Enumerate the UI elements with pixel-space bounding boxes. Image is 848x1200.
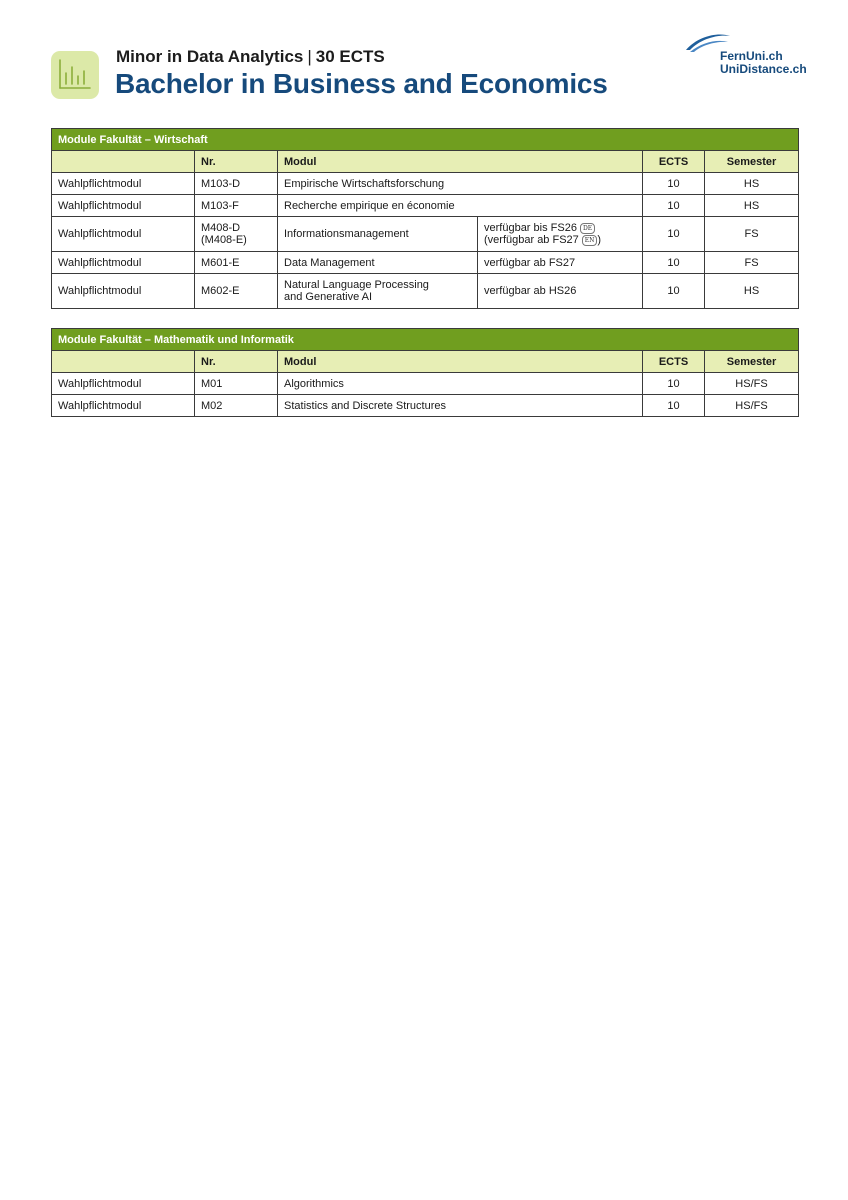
cell-note: verfügbar ab FS27 bbox=[478, 252, 643, 274]
section-title: Module Fakultät – Wirtschaft bbox=[52, 129, 799, 151]
table-row bbox=[52, 252, 799, 274]
brand-name-unidistance: UniDistance.ch bbox=[720, 62, 807, 76]
brand-logo bbox=[684, 30, 807, 76]
col-modul: Modul bbox=[278, 151, 643, 173]
cell-modul bbox=[278, 274, 478, 309]
cell-ects: 10 bbox=[643, 274, 705, 309]
cell-ects: 10 bbox=[643, 173, 705, 195]
cell-ects: 10 bbox=[643, 195, 705, 217]
table-row bbox=[52, 395, 799, 417]
section-header bbox=[52, 129, 799, 151]
language-tag-en: EN bbox=[582, 235, 598, 246]
cell-nr bbox=[195, 217, 278, 252]
page-title: Bachelor in Business and Economics bbox=[115, 68, 608, 99]
cell-ects: 10 bbox=[643, 252, 705, 274]
cell-modul: Data Management bbox=[278, 252, 478, 274]
table-row bbox=[52, 195, 799, 217]
note-text: verfügbar bis FS26 bbox=[484, 222, 577, 234]
cell-nr: M103-D bbox=[195, 173, 278, 195]
cell-nr: M02 bbox=[195, 395, 278, 417]
language-tag-de: DE bbox=[580, 223, 595, 234]
cell-type: Wahlpflichtmodul bbox=[52, 373, 195, 395]
col-nr: Nr. bbox=[195, 351, 278, 373]
cell-semester: HS/FS bbox=[705, 373, 799, 395]
cell-type: Wahlpflichtmodul bbox=[52, 274, 195, 309]
program-credits: 30 ECTS bbox=[315, 47, 385, 66]
cell-ects: 10 bbox=[643, 373, 705, 395]
section-title: Module Fakultät – Mathematik und Informatik bbox=[52, 329, 799, 351]
cell-nr: M01 bbox=[195, 373, 278, 395]
col-semester: Semester bbox=[705, 351, 799, 373]
section-header bbox=[52, 329, 799, 351]
cell-nr: M601-E bbox=[195, 252, 278, 274]
col-type bbox=[52, 351, 195, 373]
note-text-2: (verfügbar ab FS27 bbox=[484, 234, 579, 246]
cell-semester: HS bbox=[705, 274, 799, 309]
col-type bbox=[52, 151, 195, 173]
subtitle-separator: | bbox=[307, 47, 312, 66]
cell-modul: Statistics and Discrete Structures bbox=[278, 395, 643, 417]
cell-nr: M103-F bbox=[195, 195, 278, 217]
cell-semester: FS bbox=[705, 217, 799, 252]
cell-note bbox=[478, 217, 643, 252]
cell-nr-secondary: (M408-E) bbox=[201, 234, 247, 246]
table-row bbox=[52, 274, 799, 309]
module-table-mathematik-informatik bbox=[51, 328, 799, 417]
col-ects: ECTS bbox=[643, 151, 705, 173]
table-row bbox=[52, 373, 799, 395]
col-semester: Semester bbox=[705, 151, 799, 173]
cell-ects: 10 bbox=[643, 217, 705, 252]
module-table-wirtschaft bbox=[51, 128, 799, 309]
cell-semester: HS bbox=[705, 195, 799, 217]
cell-type: Wahlpflichtmodul bbox=[52, 252, 195, 274]
cell-modul: Recherche empirique en économie bbox=[278, 195, 643, 217]
cell-semester: HS/FS bbox=[705, 395, 799, 417]
column-header-row bbox=[52, 351, 799, 373]
brand-name-fernuni: FernUni.ch bbox=[720, 49, 783, 63]
cell-type: Wahlpflichtmodul bbox=[52, 173, 195, 195]
cell-type: Wahlpflichtmodul bbox=[52, 195, 195, 217]
bar-chart-icon bbox=[51, 51, 99, 99]
col-ects: ECTS bbox=[643, 351, 705, 373]
cell-note: verfügbar ab HS26 bbox=[478, 274, 643, 309]
cell-semester: HS bbox=[705, 173, 799, 195]
note-close: ) bbox=[597, 234, 602, 246]
column-header-row bbox=[52, 151, 799, 173]
cell-modul: Algorithmics bbox=[278, 373, 643, 395]
cell-ects: 10 bbox=[643, 395, 705, 417]
table-row bbox=[52, 173, 799, 195]
program-name: Minor in Data Analytics bbox=[116, 47, 304, 66]
cell-type: Wahlpflichtmodul bbox=[52, 395, 195, 417]
cell-nr-primary: M408-D bbox=[201, 222, 241, 234]
cell-modul: Informationsmanagement bbox=[278, 217, 478, 252]
col-nr: Nr. bbox=[195, 151, 278, 173]
cell-modul: Empirische Wirtschaftsforschung bbox=[278, 173, 643, 195]
program-subtitle bbox=[116, 47, 385, 67]
table-row bbox=[52, 217, 799, 252]
cell-nr: M602-E bbox=[195, 274, 278, 309]
cell-modul-line1: Natural Language Processing bbox=[284, 279, 429, 291]
cell-semester: FS bbox=[705, 252, 799, 274]
cell-modul-line2: and Generative AI bbox=[284, 291, 373, 303]
col-modul: Modul bbox=[278, 351, 643, 373]
cell-type: Wahlpflichtmodul bbox=[52, 217, 195, 252]
